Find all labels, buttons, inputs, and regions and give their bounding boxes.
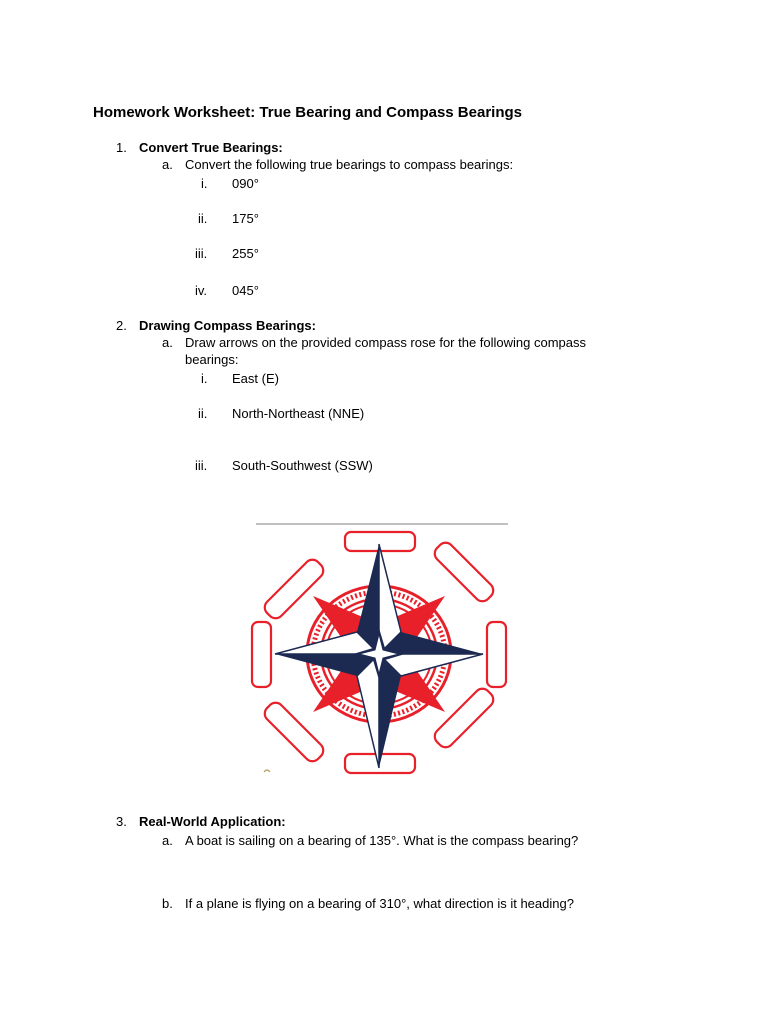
section-1-a-text: Convert the following true bearings to compass bearings: [185, 157, 514, 172]
section-3-b-text: If a plane is flying on a bearing of 310°, what direction is it heading? [185, 896, 574, 911]
small-mark [264, 770, 270, 772]
section-1-item-2-text: 175° [232, 211, 259, 226]
label-box-northeast [431, 539, 496, 604]
section-2-item-1-numeral: i. [201, 371, 208, 386]
label-box-southeast [431, 685, 496, 750]
section-1-item-4-numeral: iv. [195, 283, 208, 298]
section-1-number: 1. [116, 140, 127, 155]
section-2-a-letter: a. [162, 335, 173, 350]
section-2-item-2-text: North-Northeast (NNE) [232, 406, 365, 421]
section-1-item-1-text: 090° [232, 176, 259, 191]
section-3-a-text: A boat is sailing on a bearing of 135°. What is the compass bearing? [185, 833, 579, 848]
compass-rose-icon [234, 522, 524, 778]
section-3-heading: Real-World Application: [139, 814, 286, 829]
section-3-a-letter: a. [162, 833, 173, 848]
section-2-item-3-text: South-Southwest (SSW) [232, 458, 373, 473]
label-box-west [252, 622, 271, 687]
compass-rose-figure [234, 522, 524, 778]
section-2-a-text-line-1: Draw arrows on the provided compass rose for the following compass [185, 335, 587, 350]
section-2-a-text-line-2: bearings: [185, 352, 239, 367]
section-2-item-2-numeral: ii. [198, 406, 208, 421]
section-1-item-4-text: 045° [232, 283, 259, 298]
section-2-heading: Drawing Compass Bearings: [139, 318, 316, 333]
section-1-item-3-text: 255° [232, 246, 259, 261]
section-3-b-letter: b. [162, 896, 173, 911]
section-3-number: 3. [116, 814, 127, 829]
label-box-east [487, 622, 506, 687]
section-1-heading: Convert True Bearings: [139, 140, 283, 155]
section-1-item-2-numeral: ii. [198, 211, 208, 226]
section-1-item-1-numeral: i. [201, 176, 208, 191]
page-title: Homework Worksheet: True Bearing and Compass Bearings [93, 104, 523, 121]
section-2-item-3-numeral: iii. [195, 458, 208, 473]
label-box-northwest [261, 556, 326, 621]
section-2-item-1-text: East (E) [232, 371, 279, 386]
section-1-a-letter: a. [162, 157, 173, 172]
section-1-item-3-numeral: iii. [195, 246, 208, 261]
section-2-number: 2. [116, 318, 127, 333]
